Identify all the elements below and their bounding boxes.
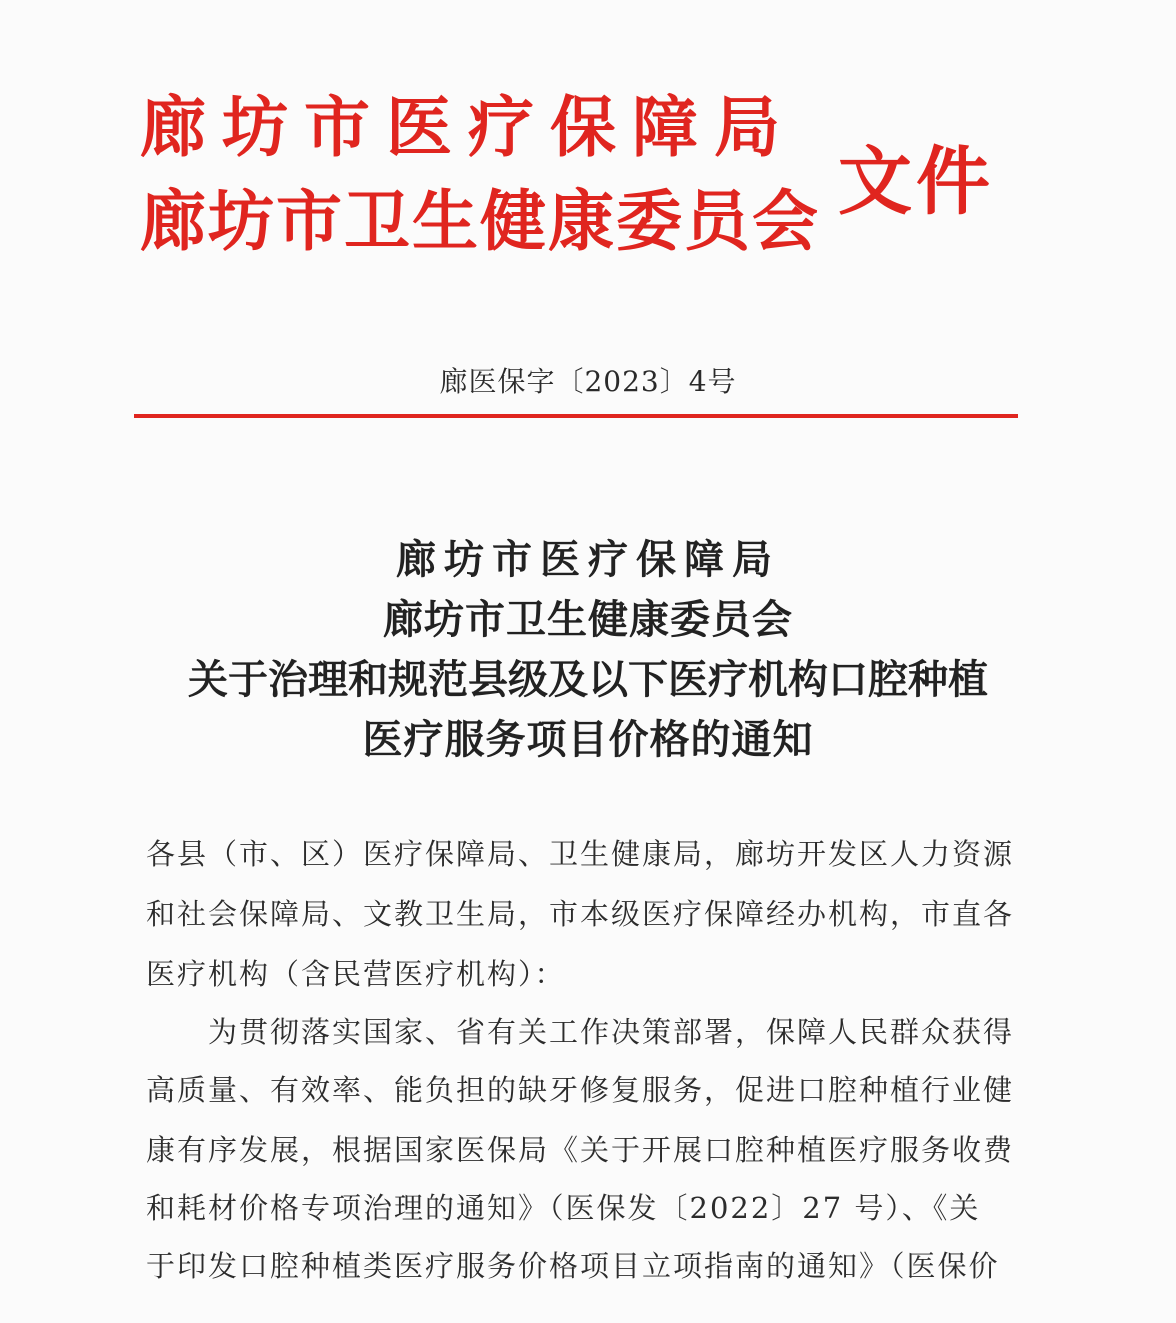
title-line-1: 廊坊市医疗保障局	[396, 536, 780, 583]
body-line: 康有序发展，根据国家医保局《关于开展口腔种植医疗服务收费	[146, 1133, 1015, 1167]
body-line: 医疗机构（含民营医疗机构）：	[146, 957, 566, 991]
title-line-2: 廊坊市卫生健康委员会	[383, 596, 793, 643]
body-line: 和社会保障局、文教卫生局，市本级医疗保障经办机构，市直各	[146, 897, 1015, 931]
title-line-3: 关于治理和规范县级及以下医疗机构口腔种植	[188, 656, 988, 703]
body-line: 和耗材价格专项治理的通知》（医保发〔2022〕27 号）、《关	[146, 1191, 981, 1225]
letterhead-org-line-2: 廊坊市卫生健康委员会	[140, 183, 820, 260]
body-line: 为贯彻落实国家、省有关工作决策部署，保障人民群众获得	[146, 1015, 1015, 1049]
body-line: 于印发口腔种植类医疗服务价格项目立项指南的通知》（医保价	[146, 1249, 1000, 1283]
letterhead-org-line-1: 廊坊市医疗保障局	[140, 89, 796, 166]
body-line: 各县（市、区）医疗保障局、卫生健康局，廊坊开发区人力资源	[146, 837, 1015, 871]
red-divider-line	[134, 414, 1018, 418]
letterhead-document-word: 文件	[838, 139, 994, 225]
body-line: 高质量、有效率、能负担的缺牙修复服务，促进口腔种植行业健	[146, 1073, 1015, 1107]
title-line-4: 医疗服务项目价格的通知	[362, 716, 814, 763]
document-number: 廊医保字〔2023〕4号	[439, 365, 737, 398]
